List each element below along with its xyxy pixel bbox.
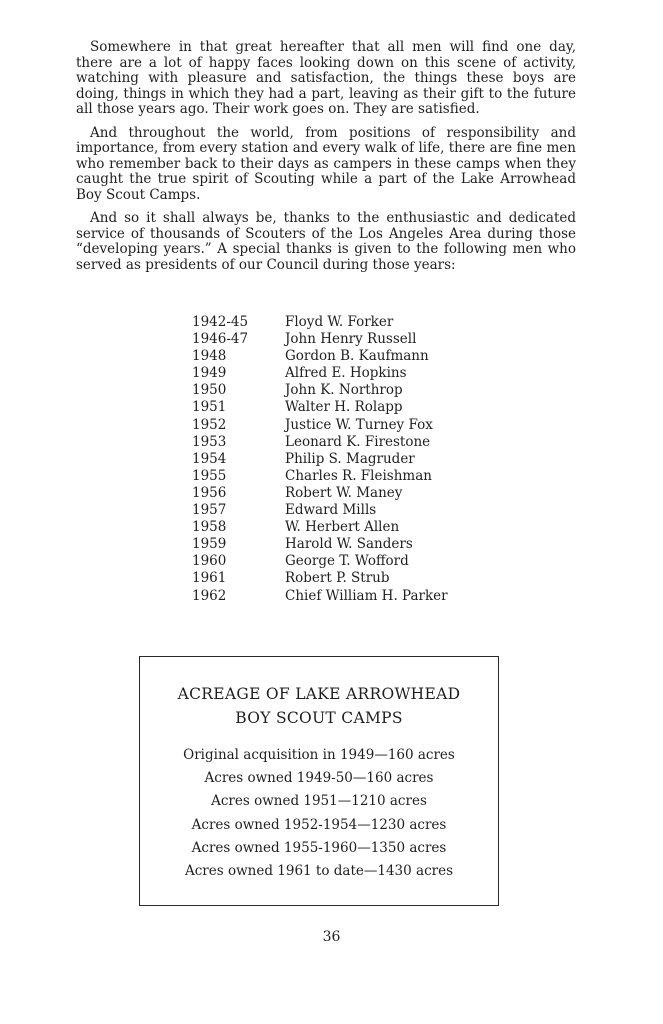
president-name: Leonard K. Firestone xyxy=(285,433,431,450)
president-years: 1952 xyxy=(192,416,227,433)
acreage-line: Acres owned 1955-1960—1350 acres xyxy=(191,839,447,856)
president-years: 1960 xyxy=(192,553,227,570)
page-number: 36 xyxy=(322,929,341,945)
paragraph-1: Somewhere in that great hereafter that all men will find one day, there are a lot of happy faces looking down on this scene of activity, watching with pleasure and satisfaction, the things these boys are doing, things in which they had a part, leaving as their gift to the future all those years ago. Their work goes on. They are satisfied. xyxy=(76,39,576,117)
president-years: 1957 xyxy=(192,502,227,519)
president-name: Gordon B. Kaufmann xyxy=(285,348,429,365)
list-item xyxy=(192,331,492,348)
president-years: 1953 xyxy=(192,433,227,450)
list-item xyxy=(192,485,492,502)
president-name: Charles R. Fleishman xyxy=(285,467,432,484)
acreage-line: Acres owned 1951—1210 acres xyxy=(211,793,427,810)
president-years: 1949 xyxy=(192,365,227,382)
list-item xyxy=(192,399,492,416)
list-item xyxy=(192,570,492,587)
list-item xyxy=(192,417,492,434)
list-item xyxy=(192,314,492,331)
president-years: 1955 xyxy=(192,467,227,484)
acreage-line: Original acquisition in 1949—160 acres xyxy=(183,747,455,763)
list-item xyxy=(192,468,492,485)
president-years: 1961 xyxy=(192,570,227,587)
president-years: 1956 xyxy=(192,484,227,501)
list-item xyxy=(192,519,492,536)
president-years: 1948 xyxy=(192,348,227,365)
president-name: Harold W. Sanders xyxy=(285,536,413,553)
list-item xyxy=(192,434,492,451)
list-item xyxy=(192,536,492,553)
president-name: Robert P. Strub xyxy=(285,570,390,587)
president-years: 1942-45 xyxy=(192,314,249,330)
list-item xyxy=(192,553,492,570)
paragraph-3: And so it shall always be, thanks to the enthusiastic and dedicated service of thousands of Scouters of the Los Angeles Area during those “developing years.” A special thanks is given to the following men who served as presidents of our Council during those years: xyxy=(76,210,576,273)
president-name: Philip S. Magruder xyxy=(285,450,415,467)
list-item xyxy=(192,451,492,468)
acreage-line: Acres owned 1961 to date—1430 acres xyxy=(185,863,453,880)
president-name: John K. Northrop xyxy=(285,382,403,399)
acreage-box xyxy=(139,656,499,906)
president-name: John Henry Russell xyxy=(285,331,417,348)
list-item xyxy=(192,382,492,399)
president-name: Walter H. Rolapp xyxy=(285,399,403,416)
list-item xyxy=(192,502,492,519)
list-item xyxy=(192,348,492,365)
president-years: 1946-47 xyxy=(192,331,249,348)
president-name: W. Herbert Allen xyxy=(285,519,400,536)
president-years: 1962 xyxy=(192,587,227,604)
president-name: Alfred E. Hopkins xyxy=(285,365,407,382)
list-item xyxy=(192,588,492,605)
acreage-lines xyxy=(140,744,498,883)
president-name: Edward Mills xyxy=(285,502,377,519)
president-years: 1954 xyxy=(192,450,227,467)
president-name: George T. Wofford xyxy=(285,553,409,570)
body-text xyxy=(76,40,576,281)
acreage-line: Acres owned 1952-1954—1230 acres xyxy=(191,816,447,833)
president-years: 1959 xyxy=(192,536,227,553)
president-name: Justice W. Turney Fox xyxy=(285,416,433,433)
president-years: 1950 xyxy=(192,382,227,399)
president-name: Floyd W. Forker xyxy=(285,314,394,330)
acreage-title xyxy=(140,682,498,730)
presidents-list xyxy=(192,314,492,605)
president-years: 1951 xyxy=(192,399,227,416)
president-years: 1958 xyxy=(192,519,227,536)
acreage-title-line-2: BOY SCOUT CAMPS xyxy=(235,709,403,727)
acreage-title-line-1: ACREAGE OF LAKE ARROWHEAD xyxy=(177,685,461,703)
list-item xyxy=(192,365,492,382)
president-name: Chief William H. Parker xyxy=(285,587,448,604)
paragraph-2: And throughout the world, from positions of responsibility and importance, from every station and every walk of life, there are fine men who remember back to their days as campers in these camps when they caught the true spirit of Scouting while a part of the Lake Arrowhead Boy Scout Camps. xyxy=(76,124,576,203)
acreage-line: Acres owned 1949-50—160 acres xyxy=(204,770,434,787)
president-name: Robert W. Maney xyxy=(285,484,403,501)
